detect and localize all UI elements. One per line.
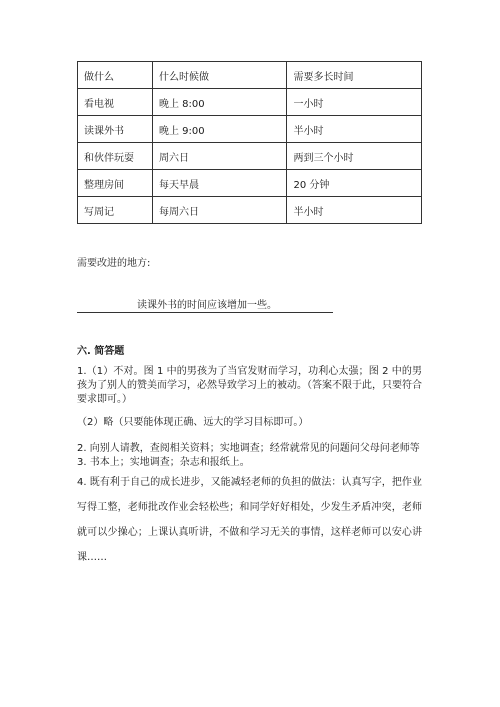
table-cell: 半小时 — [287, 116, 422, 143]
table-cell: 晚上 8:00 — [152, 89, 287, 116]
table-cell: 每天早晨 — [152, 170, 287, 197]
answer-3: 3. 书本上；实地调查；杂志和报纸上。 — [77, 457, 250, 468]
table-cell: 整理房间 — [78, 170, 153, 197]
section-title: 六. 简答题 — [77, 346, 125, 357]
table-cell: 晚上 9:00 — [152, 116, 287, 143]
improve-answer-line — [77, 300, 333, 313]
schedule-table — [77, 61, 422, 224]
table-header-cell: 什么时候做 — [152, 62, 287, 89]
answer-4 — [77, 470, 422, 570]
table-row — [78, 143, 422, 170]
table-cell: 20 分钟 — [287, 170, 422, 197]
table-row — [78, 197, 422, 224]
answer-2: 2. 向别人请教，查阅相关资料；实地调查；经常就常见的问题问父母问老师等 — [77, 443, 420, 454]
table-row — [78, 170, 422, 197]
table-cell: 写周记 — [78, 197, 153, 224]
table-cell: 每周六日 — [152, 197, 287, 224]
table-cell: 和伙伴玩耍 — [78, 143, 153, 170]
table-header-cell: 做什么 — [78, 62, 153, 89]
table-header-row — [78, 62, 422, 89]
table-row — [78, 89, 422, 116]
table-cell: 读课外书 — [78, 116, 153, 143]
table-cell: 看电视 — [78, 89, 153, 116]
table-cell: 半小时 — [287, 197, 422, 224]
answer-1-part-2: （2）略（只要能体现正确、远大的学习目标即可。） — [77, 417, 309, 428]
table-cell: 周六日 — [152, 143, 287, 170]
table-row — [78, 116, 422, 143]
table-cell: 两到三个小时 — [287, 143, 422, 170]
improve-answer: 读课外书的时间应该增加一些。 — [137, 300, 277, 311]
table-header-cell: 需要多长时间 — [287, 62, 422, 89]
improve-label: 需要改进的地方: — [77, 258, 151, 269]
answer-1-part-1: 1.（1）不对。图 1 中的男孩为了当官发财而学习，功利心太强；图 2 中的男孩为了别人的赞美而学习，必然导致学习上的被动。（答案不限于此，只要符合要求即可。） — [77, 366, 422, 405]
table-cell: 一小时 — [287, 89, 422, 116]
answer-4-text: 4. 既有利于自己的成长进步，又能减轻老师的负担的做法：认真写字，把作业写得工整，老师批改作业会轻松些；和同学好好相处，少发生矛盾冲突，老师就可以少操心；上课认真听讲，不做和学习无关的事情，这样老师可以安心讲课…… — [77, 477, 422, 563]
